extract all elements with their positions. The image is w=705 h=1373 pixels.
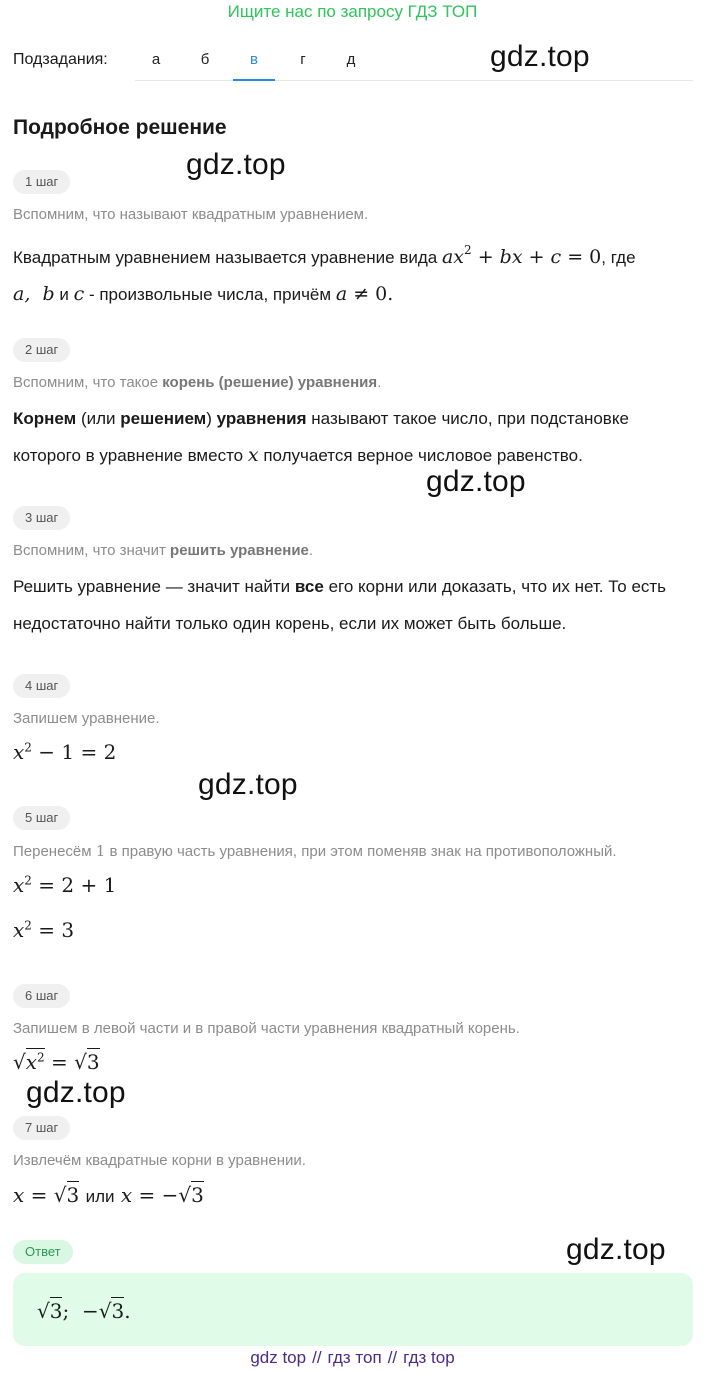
answer-value: √3; −√3. <box>37 1299 131 1323</box>
text: его корни или доказать, что их нет. То есть недостаточно найти только один корень, если их может быть больше. <box>13 577 667 633</box>
tab-v[interactable]: в <box>233 46 275 81</box>
formula: x <box>247 444 259 466</box>
watermark: gdz.top <box>426 465 526 498</box>
text: Вспомним, что такое <box>13 374 159 391</box>
step-badge: 5 шаг <box>13 806 70 830</box>
text: уравнения <box>216 409 307 428</box>
step-note: Запишем уравнение. <box>13 710 160 727</box>
step-badge: 6 шаг <box>13 984 70 1008</box>
text: решением <box>120 409 207 428</box>
text: Вспомним, что значит <box>13 542 166 559</box>
subtasks-tabs <box>135 46 693 81</box>
footer-link[interactable]: gdz top <box>250 1348 307 1367</box>
text: корень (решение) уравнения <box>162 374 378 391</box>
text: решить уравнение <box>170 542 309 559</box>
text: , где <box>601 248 636 267</box>
step-note <box>13 374 381 391</box>
text: - произвольные числа, причём <box>88 285 332 304</box>
formula: a, b <box>13 283 55 305</box>
step-badge: 7 шаг <box>13 1116 70 1140</box>
equation: $x^2 = 3$ <box>13 918 75 942</box>
step-text <box>13 232 698 313</box>
step-note: Вспомним, что называют квадратным уравнением. <box>13 206 369 223</box>
step-text <box>13 568 698 642</box>
subtasks-label: Подзадания: <box>13 51 108 68</box>
separator: // <box>387 1348 398 1367</box>
watermark: gdz.top <box>566 1233 666 1266</box>
text: все <box>294 577 324 596</box>
footer-links <box>0 1346 705 1370</box>
separator: // <box>312 1348 322 1367</box>
step-note <box>13 542 313 559</box>
text: или <box>85 1187 115 1206</box>
text: . <box>377 374 382 391</box>
tab-a[interactable]: а <box>151 51 161 68</box>
section-title: Подробное решение <box>13 116 227 139</box>
text: Перенесём <box>13 843 92 860</box>
equation: $√x^2 = √3$ <box>13 1050 100 1074</box>
text: 1 <box>95 842 106 860</box>
equation: $x^2 = 2 + 1$ <box>13 873 117 897</box>
text: получается верное числовое равенство. <box>263 446 583 465</box>
step-badge: 3 шаг <box>13 506 70 530</box>
watermark: gdz.top <box>186 148 286 181</box>
text: (или <box>80 409 116 428</box>
step-text <box>13 400 698 474</box>
footer-link[interactable]: гдз top <box>403 1348 455 1367</box>
top-banner[interactable]: Ищите нас по запросу ГДЗ ТОП <box>227 2 478 21</box>
step-note <box>13 842 617 860</box>
tab-b[interactable]: б <box>200 51 210 68</box>
answer-badge: Ответ <box>13 1240 73 1264</box>
text: Корнем <box>13 409 77 428</box>
text: . <box>308 542 314 559</box>
subtasks-bar <box>13 46 693 81</box>
text: называют такое число, при подстановке которого в уравнение вместо <box>13 409 629 465</box>
watermark: gdz.top <box>490 40 590 73</box>
equation: x = √3 или x = −√3 <box>13 1183 204 1207</box>
tab-g[interactable]: г <box>300 51 306 68</box>
tab-d[interactable]: д <box>346 51 356 68</box>
text: Решить уравнение — значит найти <box>13 577 291 596</box>
text: Квадратным уравнением называется уравнение вида <box>13 248 438 267</box>
answer-box <box>13 1273 693 1346</box>
watermark: gdz.top <box>198 768 298 801</box>
formula: a ≠ 0. <box>335 283 394 305</box>
equation: $x^2 - 1 = 2$ <box>13 740 117 764</box>
formula: $ax^2$ + bx + c = 0 <box>441 243 602 268</box>
watermark: gdz.top <box>26 1076 126 1109</box>
text: в правую часть уравнения, при этом поменяв знак на противоположный. <box>109 843 617 860</box>
step-note: Запишем в левой части и в правой части уравнения квадратный корень. <box>13 1020 520 1037</box>
step-badge: 2 шаг <box>13 338 70 362</box>
step-badge: 1 шаг <box>13 170 70 194</box>
step-badge: 4 шаг <box>13 674 70 698</box>
text: ) <box>206 409 212 428</box>
step-note: Извлечём квадратные корни в уравнении. <box>13 1152 306 1169</box>
text: и <box>59 285 69 304</box>
footer-link[interactable]: гдз топ <box>327 1348 382 1367</box>
formula: c <box>73 283 85 305</box>
